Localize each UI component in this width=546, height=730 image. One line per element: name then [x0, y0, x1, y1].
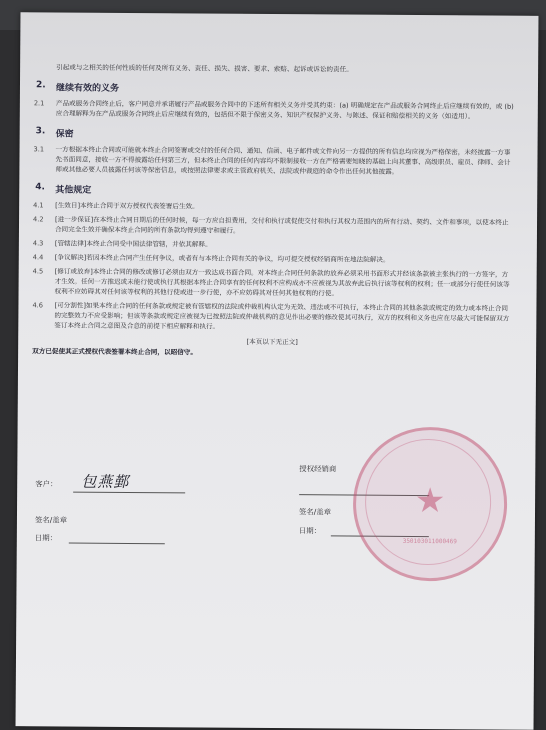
left-date-label: 日期： [34, 533, 58, 543]
document-page [16, 12, 539, 730]
clause-4-3 [33, 238, 513, 251]
clause-4-2 [33, 214, 513, 237]
clause-4-4 [33, 252, 513, 265]
clause-text: [生效日]本终止合同于双方授权代表签署后生效。 [55, 201, 199, 211]
section-3-heading [34, 126, 514, 142]
right-date-label: 日期： [298, 526, 322, 536]
section-2-heading [34, 80, 514, 96]
clause-4-5 [33, 266, 513, 299]
clause-4-1 [33, 200, 513, 213]
clause-number: 4.2 [33, 215, 44, 224]
clause-number: 2.1 [33, 99, 45, 108]
closing-statement: 双方已促使其正式授权代表签署本终止合同，以昭信守。 [32, 347, 197, 357]
left-sign-label: 签名/盖章 [34, 515, 68, 525]
clause-text: [可分割性]如果本终止合同的任何条款或规定被有管辖权的法院或仲裁机构认定为无效、违法或不可执行，本终止合同的其他条款或规定的效力或本终止合同的完整效力不应受影响；但该等条款或规定应被视为已按照法院或仲裁机构的意见作出必要的修改使其可执行，双方的权利和义务也应在尽最大可能保留双方签订本终止合同之意图及合意的前提下相应解释和执行。 [54, 301, 510, 331]
clause-number: 4.1 [33, 201, 44, 210]
section-3-number: 3. [35, 126, 46, 137]
clause-text: [管辖法律]本终止合同受中国法律管辖，并依其解释。 [54, 239, 212, 249]
clause-text: [争议解决]若因本终止合同产生任何争议，或者有与本终止合同有关的争议，均可提交授权经销商所在地法院解决。 [54, 253, 390, 264]
client-handwritten-signature: 包燕鄞 [81, 472, 130, 491]
clause-number: 4.5 [32, 267, 44, 276]
clause-text: [进一步保证]在本终止合同日期后的任何时候，每一方应自担费用，交付和执行或促使交付和执行其权力范围内的所有行动、契约、文件和事项，以使本终止合同完全生效并确保本终止合同的所有条款均得到遵守和履行。 [54, 215, 509, 235]
section-4-number: 4. [35, 182, 45, 193]
document-body [32, 62, 514, 359]
right-sign-label: 签名/盖章 [298, 507, 332, 517]
clause-number: 4.3 [32, 239, 44, 248]
clause-text: 产品或服务合同终止后，客户同意并承诺履行产品或服务合同中的下述所有相关义务并受其约束：(a) 明确规定在产品或服务合同终止后应继续有效的，或 (b) 应合理解释为在产品或服务合同终止后应继续有效的，包括但不限于保密义务、知识产权保护义务、与陈述、保证和赔偿相关的义务（如适用）。 [55, 99, 514, 121]
clause-number: 4.6 [32, 301, 43, 310]
clause-number: 3.1 [33, 145, 45, 154]
section-4-heading [33, 182, 513, 198]
clause-text: 一方根据本终止合同或可能就本终止合同签署或交付的任何合同、通知、信函、电子邮件或文件向另一方提供的所有信息均应视为严格保密，未经披露一方事先书面同意，接收一方不得披露给任何第三方，但本终止合同的任何内容均不限制接收一方在严格需要知晓的基础上向其董事、高级职员、雇员、律师、会计师或其他必要人员披露任何该等保密信息，或按照法律要求或主管政府机关、法院或仲裁庭的命令作出任何其他披露。 [55, 145, 511, 176]
section-4-title: 其他规定 [55, 185, 92, 196]
company-seal-stamp [353, 427, 508, 582]
left-date-line [69, 543, 165, 545]
client-signature-line [73, 492, 185, 494]
clause-3-1 [33, 144, 513, 177]
section-3-title: 保密 [55, 129, 74, 140]
section-2-title: 继续有效的义务 [55, 83, 120, 94]
dealer-label: 授权经销商 [299, 464, 337, 474]
clause-2-1 [34, 98, 514, 121]
clause-text: [修订或放弃]本终止合同的修改或修订必须由双方一致达成书面合同。对本终止合同任何条款的放弃必须采用书面形式并经该条款被主张执行的一方签字，方才生效。任何一方推迟或未能行使或执行其根据本终止合同享有的任何权利不应构成亦不应被视为其放弃此后执行该等权利的权利；任一或部分行使任何该等权利不应妨碍其对任何该等权利的其他行使或进一步行使，亦不应妨碍其对任何其他权利的行使。 [54, 267, 510, 298]
seal-star-icon: ★ [414, 480, 446, 521]
intro-text: 引起或与之相关的任何性质的任何及所有义务、责任、损失、损害、要求、索赔、起诉或诉讼的责任。 [56, 63, 353, 74]
seal-serial: 350103011000469 [402, 537, 457, 546]
clause-number: 4.4 [32, 253, 44, 262]
client-label: 客户： [35, 479, 58, 489]
blank-page-note: [本页以下无正文] [246, 337, 298, 347]
section-2-number: 2. [35, 80, 46, 91]
clause-4-6 [32, 300, 512, 333]
